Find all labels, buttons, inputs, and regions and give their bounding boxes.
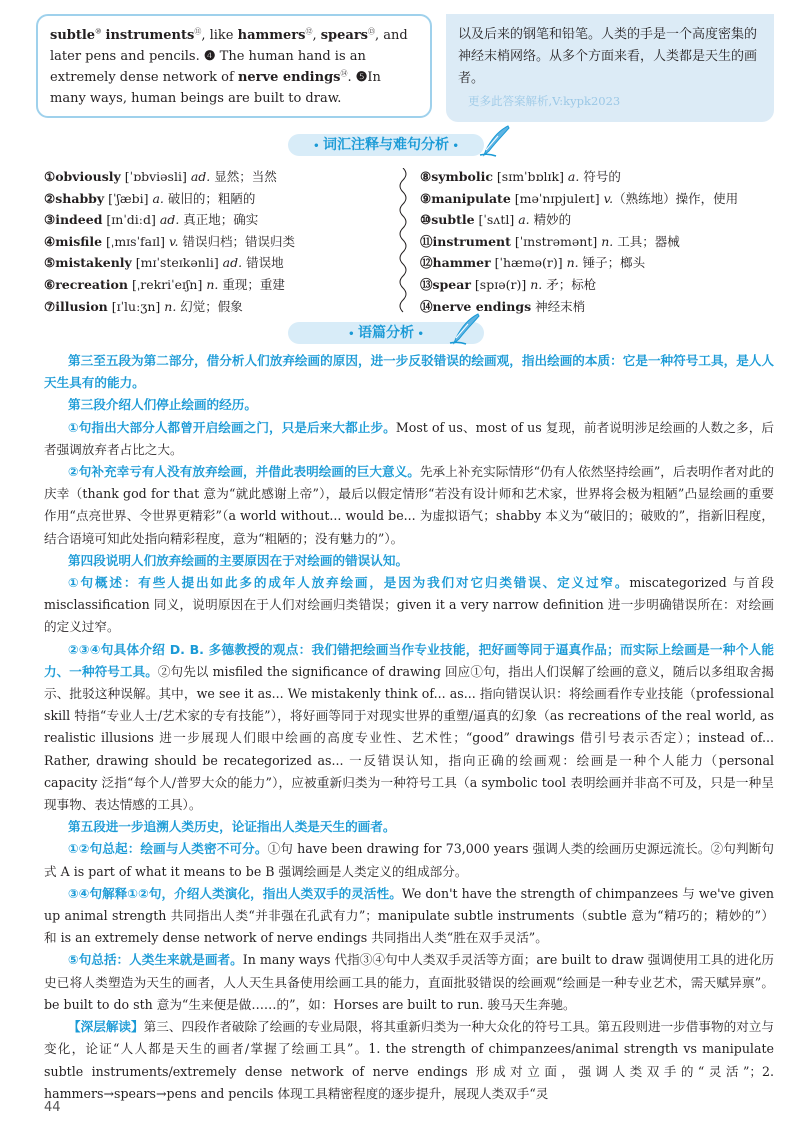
vocab-word: nerve endings xyxy=(432,298,532,314)
vocab-phonetic: [ˌrekriˈeɪʃn] xyxy=(127,276,207,292)
note-marker: ⑩ xyxy=(95,27,102,36)
vocab-word: spear xyxy=(432,276,471,292)
vocab-entry xyxy=(44,188,394,210)
word-hammers: hammers xyxy=(237,28,306,43)
vocab-word: indeed xyxy=(55,212,103,228)
analysis-text: 第三、四段作者破除了绘画的专业局限，将其重新归类为一种大众化的符号工具。第五段则进一步借事物的对立与变化，论证“人人都是天生的画者/掌握了绘画工具”。1. the strength of chimpanzees/animal strength vs manipulate subtle instruments/extremely dense network of nerve endings 形成对立面，强调人类双手的“灵活”；2. hammers→spears→pens and pencils 体现工具精密程度的逐步提升，展现人类双手“灵 xyxy=(44,1019,775,1101)
vocab-gloss: 锤子；榔头 xyxy=(578,255,646,271)
vocab-number: ⑨ xyxy=(420,190,432,206)
vocab-word: symbolic xyxy=(431,169,493,184)
translation-box xyxy=(446,14,774,122)
sentence-marker-4: ❹ xyxy=(203,49,216,64)
analysis-paragraph xyxy=(44,838,774,882)
summary-highlight: 第五段进一步追溯人类历史，论证指出人类是天生的画者。 xyxy=(68,819,396,835)
vocab-part-of-speech: v. xyxy=(603,190,614,206)
section-title-text: 语篇分析 xyxy=(358,325,414,341)
analysis-paragraph xyxy=(44,1016,774,1105)
passage-text: , and later pens and pencils. xyxy=(50,28,408,64)
vocab-entry xyxy=(44,296,394,318)
sentence-marker-5: ❺ xyxy=(355,70,368,85)
vocab-part-of-speech: ad. xyxy=(159,212,180,228)
section-title-analysis: • 语篇分析 • xyxy=(288,322,484,344)
vocab-phonetic: [ɪnˈdiːd] xyxy=(102,212,160,228)
vocab-word: illusion xyxy=(55,298,108,314)
note-marker: ⑭ xyxy=(340,69,348,78)
vocab-entry xyxy=(44,209,394,231)
vocab-entry xyxy=(44,252,394,274)
vocab-word: manipulate xyxy=(431,190,511,206)
vocab-number: ⑤ xyxy=(44,255,56,271)
vocab-number: ① xyxy=(44,169,56,184)
analysis-text: 先承上补充实际情形“仍有人依然坚持绘画”，后表明作者对此的庆幸（thank god for that 意为“就此感谢上帝”），最后以假定情形“若没有设计师和艺术家，世界将会极为粗陋”凸显绘画的重要作用“点亮世界、令世界更精彩”（a world without... would be... 为虚拟语气；shabby 本义为“破旧的；破败的”，指新旧程度，结合语境可知此处指向精彩程度，意为“粗陋的；没有魅力的”）。 xyxy=(44,464,774,546)
vocab-entry xyxy=(420,252,780,274)
vocab-gloss: 矛；标枪 xyxy=(542,276,597,292)
vocab-part-of-speech: n. xyxy=(206,276,219,292)
vocab-phonetic: [ɪˈluːʒn] xyxy=(107,298,165,314)
summary-highlight: 第三至五段为第二部分，借分析人们放弃绘画的原因，进一步反驳错误的绘画观，指出绘画的本质：它是一种符号工具，是人人天生具有的能力。 xyxy=(44,353,774,391)
section-title-text: 词汇注释与难句分析 xyxy=(323,137,449,153)
passage-text: , like xyxy=(201,28,238,43)
vocab-phonetic: [sɪmˈbɒlɪk] xyxy=(492,169,568,184)
vocab-number: ⑬ xyxy=(420,276,433,292)
vocab-number: ⑭ xyxy=(420,298,433,314)
vocab-part-of-speech: n. xyxy=(530,276,543,292)
vocab-list-right xyxy=(420,166,780,317)
english-passage-box xyxy=(36,14,432,118)
vocab-word: subtle xyxy=(431,212,475,228)
passage-text: . xyxy=(347,70,356,85)
passage-text: , xyxy=(312,28,321,43)
passage-text: The human hand is an extremely dense network of xyxy=(50,49,366,85)
point-highlight: ①句指出大部分人都曾开启绘画之门，只是后来大都止步。 xyxy=(68,419,396,435)
vocab-word: obviously xyxy=(55,169,121,184)
vocab-gloss: 符号的 xyxy=(579,169,621,184)
vocab-entry xyxy=(420,274,780,296)
vocab-number: ⑪ xyxy=(420,233,433,249)
vocab-list-left xyxy=(44,166,394,317)
vocab-number: ⑫ xyxy=(420,255,433,271)
analysis-body xyxy=(44,350,774,1105)
vocab-part-of-speech: a. xyxy=(152,190,164,206)
vocab-part-of-speech: ad. xyxy=(222,255,243,271)
analysis-paragraph xyxy=(44,883,774,950)
vocab-phonetic: [ˈhæmə(r)] xyxy=(490,255,567,271)
passage-text: In many ways, human beings are built to draw. xyxy=(50,70,381,106)
vocab-gloss: 重现；重建 xyxy=(218,276,285,292)
vocab-number: ⑥ xyxy=(44,276,56,292)
analysis-paragraph xyxy=(44,639,774,817)
vocab-gloss: 真正地；确实 xyxy=(179,212,259,228)
analysis-paragraph xyxy=(44,417,774,461)
analysis-text: ①句 have been drawing for 73,000 years 强调人类的绘画历史源远流长。②句判断句式 A is part of what it means to be B 强调绘画是人类定义的组成部分。 xyxy=(44,841,775,879)
vocab-word: recreation xyxy=(55,276,128,292)
word-subtle: subtle xyxy=(50,28,96,43)
vocab-gloss: 错误地 xyxy=(242,255,284,271)
word-nerve-endings: nerve endings xyxy=(237,70,341,85)
analysis-paragraph xyxy=(44,949,774,1016)
vocab-number: ② xyxy=(44,190,56,206)
deep-reading-label: 【深层解读】 xyxy=(68,1019,144,1035)
vocab-part-of-speech: n. xyxy=(566,255,579,271)
analysis-text: In many ways 代指③④句中人类双手灵活等方面；are built to draw 强调使用工具的进化历史已将人类塑造为天生的画者，人人天生具备使用绘画工具的能力，直面批驳错误的绘画观“绘画是一种专业艺术，需天赋异禀”。be built to do sth 意为“生来便是做……的”，如：Horses are built to run. 骏马天生奔驰。 xyxy=(44,952,774,1012)
vocab-number: ⑩ xyxy=(420,212,432,228)
vocab-number: ③ xyxy=(44,212,56,228)
vocab-gloss: 错误归档；错误归类 xyxy=(178,233,295,249)
vocab-gloss: 显然；当然 xyxy=(210,169,277,184)
vocab-phonetic: [ˌmɪsˈfaɪl] xyxy=(102,233,169,249)
page-number: 44 xyxy=(44,1100,61,1115)
analysis-paragraph xyxy=(44,816,774,838)
analysis-text: ②句先以 misfiled the significance of drawing 回应①句，指出人们误解了绘画的意义，随后以多组取舍揭示、批驳这种误解。其中，we see it as... We mistakenly think of... as... 指向错误认识：将绘画看作专业技能（professional skill 特指“专业人士/艺术家的专有技能”），将好画等同于对现实世界的重塑/逼真的幻象（as recreations of the real world, as realistic illusions 进一步展现人们眼中绘画的高度专业性、艺术性；“good” drawings 借引号表示否定）；instead of... Rather, drawing should be recategorized as... 一反错误认知，指向正确的绘画观：绘画是一种个人能力（personal capacity 泛指“每个人/普罗大众的能力”），应被重新归类为一种符号工具（a symbolic tool 表明绘画并非高不可及，只是一种呈现事物、表达情感的工具）。 xyxy=(44,663,774,813)
vocab-phonetic: [məˈnɪpjuleɪt] xyxy=(510,190,604,206)
analysis-text: We don't have the strength of chimpanzees 与 we've given up animal strength 共同指出人类“并非强在孔武有力”；manipulate subtle instruments（subtle 意为“精巧的；精妙的”）和 is an extremely dense network of nerve endings 共同指出人类“胜在双手灵活”。 xyxy=(44,885,775,946)
vocab-entry xyxy=(44,166,394,188)
vocab-word: hammer xyxy=(432,255,491,271)
vocab-entry xyxy=(44,274,394,296)
vocab-word: shabby xyxy=(55,190,105,206)
vocab-gloss: （熟练地）操作，使用 xyxy=(613,190,739,206)
vocab-phonetic: [mɪˈsteɪkənli] xyxy=(131,255,223,271)
vocab-number: ⑧ xyxy=(420,169,432,184)
point-highlight: ⑤句总括：人类生来就是画者。 xyxy=(68,952,243,968)
quill-pen-icon xyxy=(478,124,512,158)
divider-squiggle xyxy=(396,168,410,318)
note-marker: ⑬ xyxy=(368,27,375,36)
analysis-paragraph xyxy=(44,572,774,639)
summary-highlight: 第四段说明人们放弃绘画的主要原因在于对绘画的错误认知。 xyxy=(68,552,409,568)
note-marker: ⑪ xyxy=(194,27,202,36)
watermark: 更多此答案解析,V:kypk2023 xyxy=(468,94,621,108)
section-title-vocab: • 词汇注释与难句分析 • xyxy=(288,134,484,156)
vocab-gloss: 破旧的；粗陋的 xyxy=(163,190,256,206)
point-highlight: ①②句总起：绘画与人类密不可分。 xyxy=(68,841,268,857)
quill-pen-icon xyxy=(448,312,482,346)
vocab-gloss: 幻觉；假象 xyxy=(176,298,243,314)
vocab-phonetic: [ˈʃæbi] xyxy=(104,190,153,206)
word-instruments: instruments xyxy=(105,28,195,43)
vocab-number: ④ xyxy=(44,233,56,249)
vocab-gloss: 精妙的 xyxy=(529,212,572,228)
vocab-part-of-speech: n. xyxy=(164,298,177,314)
vocab-entry xyxy=(420,166,780,188)
vocab-entry xyxy=(420,209,780,231)
vocab-entry xyxy=(420,231,780,253)
vocab-part-of-speech: ad. xyxy=(190,169,211,184)
summary-highlight: 第三段介绍人们停止绘画的经历。 xyxy=(68,397,257,413)
vocab-part-of-speech: v. xyxy=(168,233,179,249)
vocab-entry xyxy=(44,231,394,253)
vocab-word: mistakenly xyxy=(55,255,132,271)
analysis-paragraph xyxy=(44,394,774,416)
vocab-part-of-speech: a. xyxy=(567,169,580,184)
vocab-entry xyxy=(420,188,780,210)
point-highlight: ②句补充幸亏有人没有放弃绘画，并借此表明绘画的巨大意义。 xyxy=(68,464,420,480)
vocab-gloss: 神经末梢 xyxy=(535,298,586,314)
vocab-phonetic: [spɪə(r)] xyxy=(470,276,531,292)
vocab-word: misfile xyxy=(55,233,103,249)
vocab-gloss: 工具；器械 xyxy=(613,233,680,249)
translation-text: 以及后来的钢笔和铅笔。人类的手是一个高度密集的神经末梢网络。从多个方面来看，人类都是天生的画者。 xyxy=(458,27,758,86)
vocab-phonetic: [ˈsʌtl] xyxy=(474,212,519,228)
analysis-paragraph xyxy=(44,461,774,550)
vocab-phonetic: [ˈɪnstrəmənt] xyxy=(510,233,602,249)
vocab-part-of-speech: n. xyxy=(601,233,614,249)
vocab-word: instrument xyxy=(432,233,511,249)
note-marker: ⑫ xyxy=(305,27,313,36)
vocab-phonetic: [ˈɒbviəsli] xyxy=(120,169,191,184)
vocab-part-of-speech: a. xyxy=(518,212,530,228)
analysis-paragraph xyxy=(44,350,774,394)
point-highlight: ②③④句具体介绍 D. B. 多德教授的观点：我们错把绘画当作专业技能，把好画等同于逼真作品；而实际上绘画是一种个人能力、一种符号工具。 xyxy=(44,641,774,679)
analysis-paragraph xyxy=(44,550,774,572)
analysis-text: miscategorized 与首段 misclassification 同义，说明原因在于人们对绘画归类错误；given it a very narrow definition 进一步明确错误所在：对绘画的定义过窄。 xyxy=(44,575,774,635)
point-highlight: ①句概述：有些人提出如此多的成年人放弃绘画，是因为我们对它归类错误、定义过窄。 xyxy=(68,575,630,591)
analysis-text: Most of us、most of us 复现，前者说明涉足绘画的人数之多，后者强调放弃者占比之大。 xyxy=(44,419,774,457)
vocab-number: ⑦ xyxy=(44,298,56,314)
point-highlight: ③④句解释①②句，介绍人类演化，指出人类双手的灵活性。 xyxy=(68,885,402,901)
word-spears: spears xyxy=(320,28,368,43)
